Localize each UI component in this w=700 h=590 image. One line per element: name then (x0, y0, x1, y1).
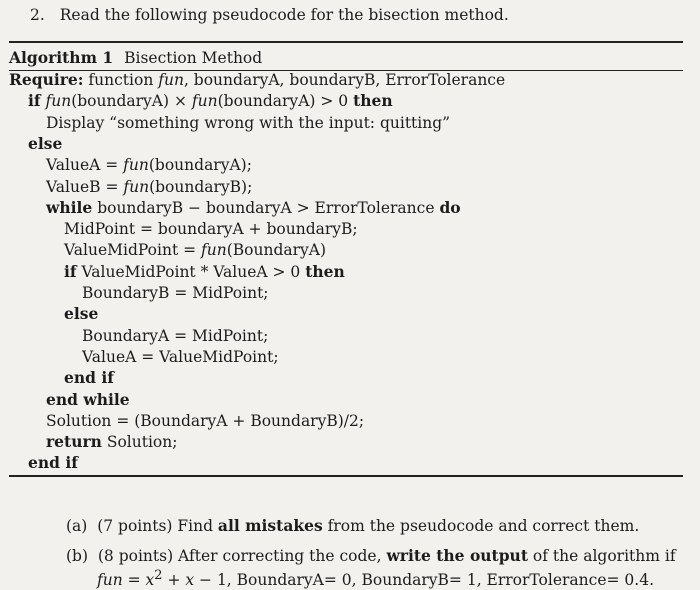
algorithm-line: BoundaryA = MidPoint; (82, 326, 269, 345)
algorithm-line: else (28, 133, 63, 153)
question-number: 2. (30, 6, 45, 24)
algorithm-name: Bisection Method (124, 49, 263, 67)
question-part: (b) (8 points) After correcting the code, write the output of the algorithm if (66, 546, 676, 565)
question-header (30, 6, 509, 24)
algorithm-line: end while (46, 389, 130, 409)
algorithm-line: ValueA = ValueMidPoint; (82, 347, 279, 366)
algorithm-line: BoundaryB = MidPoint; (82, 284, 269, 302)
algorithm-title (9, 48, 262, 67)
algorithm-line: return Solution; (46, 432, 178, 452)
question-part: fun = $x^2 + x - 1$, BoundaryA= 0, BoundaryB= 1, ErrorTolerance= 0.4. (97, 568, 654, 590)
algorithm-line: ValueMidPoint = fun(BoundaryA) (64, 241, 327, 260)
algorithm-bottom-rule (9, 475, 683, 477)
algorithm-line: Display “something wrong with the input: quitting” (46, 113, 451, 132)
algorithm-line: Require: function fun, boundaryA, boundaryB, ErrorTolerance (9, 70, 506, 89)
algorithm-line: else (64, 304, 99, 324)
algorithm-line: ValueA = fun(boundaryA); (46, 156, 252, 175)
algorithm-line: MidPoint = boundaryA + boundaryB; (64, 220, 358, 239)
algorithm-top-rule (9, 41, 683, 43)
algorithm-line: Solution = (BoundaryA + BoundaryB)/2; (46, 411, 365, 430)
algorithm-line: end if (64, 368, 114, 388)
algorithm-line: if ValueMidPoint * ValueA > 0 then (64, 261, 345, 281)
question-text: Read the following pseudocode for the bisection method. (59, 6, 509, 24)
algorithm-line: while boundaryB − boundaryA > ErrorTolerance do (46, 197, 461, 217)
algorithm-line: ValueB = fun(boundaryB); (46, 177, 253, 196)
algorithm-line: if fun(boundaryA) × fun(boundaryA) > 0 then (28, 91, 393, 111)
question-part: (a) (7 points) Find all mistakes from the pseudocode and correct them. (66, 516, 640, 535)
algorithm-label: Algorithm 1 (9, 48, 114, 67)
algorithm-line: end if (28, 453, 78, 473)
